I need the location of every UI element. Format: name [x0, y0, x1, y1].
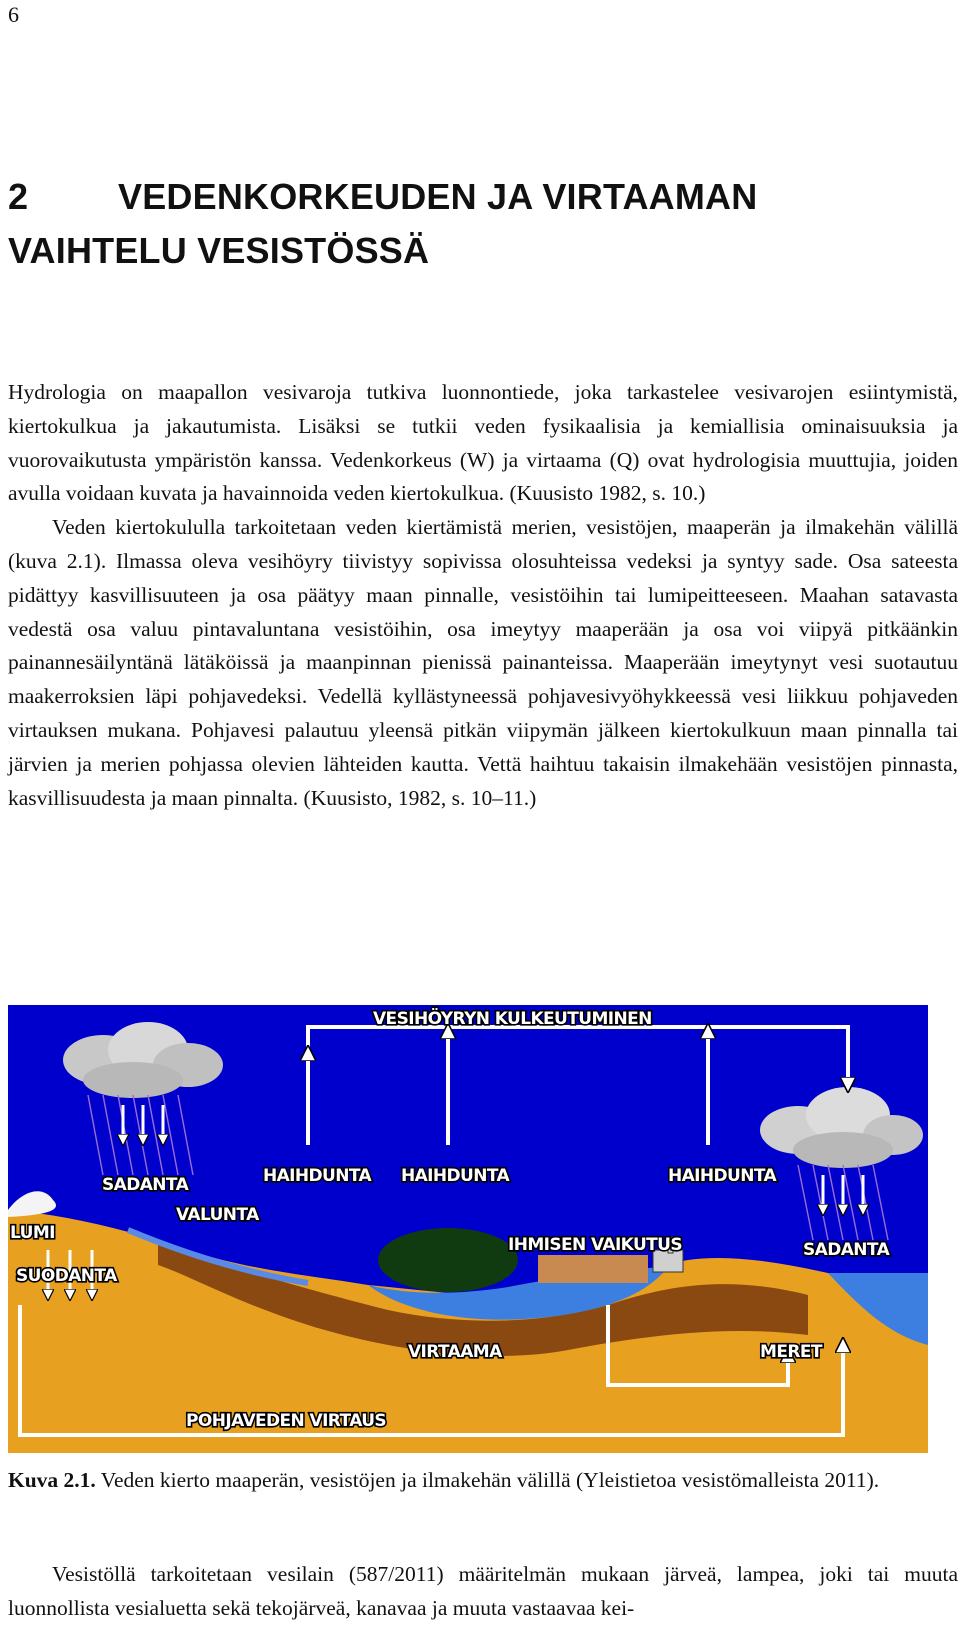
label-seas: MERET	[760, 1342, 822, 1362]
chapter-heading	[8, 170, 908, 278]
caption-text: Veden kierto maaperän, vesistöjen ja ilmakehän välillä (Yleistietoa vesistömalleista 2011).	[95, 1468, 880, 1492]
label-precipitation-left: SADANTA	[102, 1175, 189, 1195]
body-text	[8, 376, 958, 815]
caption-label: Kuva 2.1.	[8, 1468, 96, 1492]
label-human-impact: IHMISEN VAIKUTUS	[508, 1235, 683, 1255]
label-discharge: VIRTAAMA	[408, 1342, 502, 1362]
paragraph-water-body-definition: Vesistöllä tarkoitetaan vesilain (587/2011) määritelmän mukaan järveä, lampea, joki tai muuta luonnollista vesialuetta sekä tekojärveä, kanavaa ja muuta vastaavaa kei-	[8, 1562, 958, 1620]
water-cycle-diagram	[8, 1005, 928, 1453]
label-infiltration: SUODANTA	[16, 1266, 117, 1286]
label-evaporation-2: HAIHDUNTA	[401, 1166, 510, 1186]
forest	[378, 1228, 518, 1292]
label-snow: LUMI	[10, 1223, 55, 1243]
chapter-title-line1: VEDENKORKEUDEN JA VIRTAAMAN	[118, 176, 758, 217]
chapter-number: 2	[8, 176, 29, 217]
figure-caption	[8, 1464, 958, 1496]
paragraph-hydrology: Hydrologia on maapallon vesivaroja tutkiva luonnontiede, joka tarkastelee vesivarojen esiintymistä, kiertokulkua ja jakautumista. Lisäksi se tutkii veden fysikaalisia ja kemiallisia ominaisuuksia ja vuorovaikutusta ympäristön kanssa. Vedenkorkeus (W) ja virtaama (Q) ovat hydrologisia muuttujia, joiden avulla voidaan kuvata ja havainnoida veden kiertokulkua. (Kuusisto 1982, s. 10.)	[8, 380, 958, 506]
label-vapor-transport: VESIHÖYRYN KULKEUTUMINEN	[373, 1009, 652, 1029]
label-evaporation-1: HAIHDUNTA	[263, 1166, 372, 1186]
label-runoff: VALUNTA	[176, 1205, 259, 1225]
chapter-title-line2: VAIHTELU VESISTÖSSÄ	[8, 230, 430, 271]
label-precipitation-right: SADANTA	[803, 1240, 890, 1260]
water-cycle-figure	[8, 1005, 928, 1453]
paragraph-water-cycle: Veden kiertokululla tarkoitetaan veden kiertämistä merien, vesistöjen, maaperän ja ilmakehän välillä (kuva 2.1). Ilmassa oleva vesihöyry tiivistyy sopivissa olosuhteissa vedeksi ja syntyy sade. Osa sateesta pidättyy kasvillisuuteen ja osa päätyy maan pinnalle, vesistöihin tai lumipeitteeseen. Maahan satavasta vedestä osa valuu pintavaluntana vesistöihin, osa imeytyy maaperään ja osa voi viipyä pitkäänkin painannesäilyntänä lätäköissä ja maanpinnan pienissä painanteissa. Maaperään imeytynyt vesi suotautuu maakerroksien läpi pohjavedeksi. Vedellä kyllästyneessä pohjavesivyöhykkeessä vesi liikkuu pohjaveden virtauksen mukana. Pohjavesi palautuu yleensä pitkän viipymän jälkeen kiertokulkuun maan pinnalla tai järvien ja merien pohjassa olevien lähteiden kautta. Vettä haihtuu takaisin ilmakehään vesistöjen pinnasta, kasvillisuudesta ja maan pinnalta. (Kuusisto, 1982, s. 10–11.)	[8, 515, 958, 810]
label-evaporation-3: HAIHDUNTA	[668, 1166, 777, 1186]
label-groundwater-flow: POHJAVEDEN VIRTAUS	[186, 1411, 387, 1431]
body-text-2	[8, 1558, 958, 1626]
page-number: 6	[8, 2, 19, 27]
field	[538, 1255, 648, 1283]
